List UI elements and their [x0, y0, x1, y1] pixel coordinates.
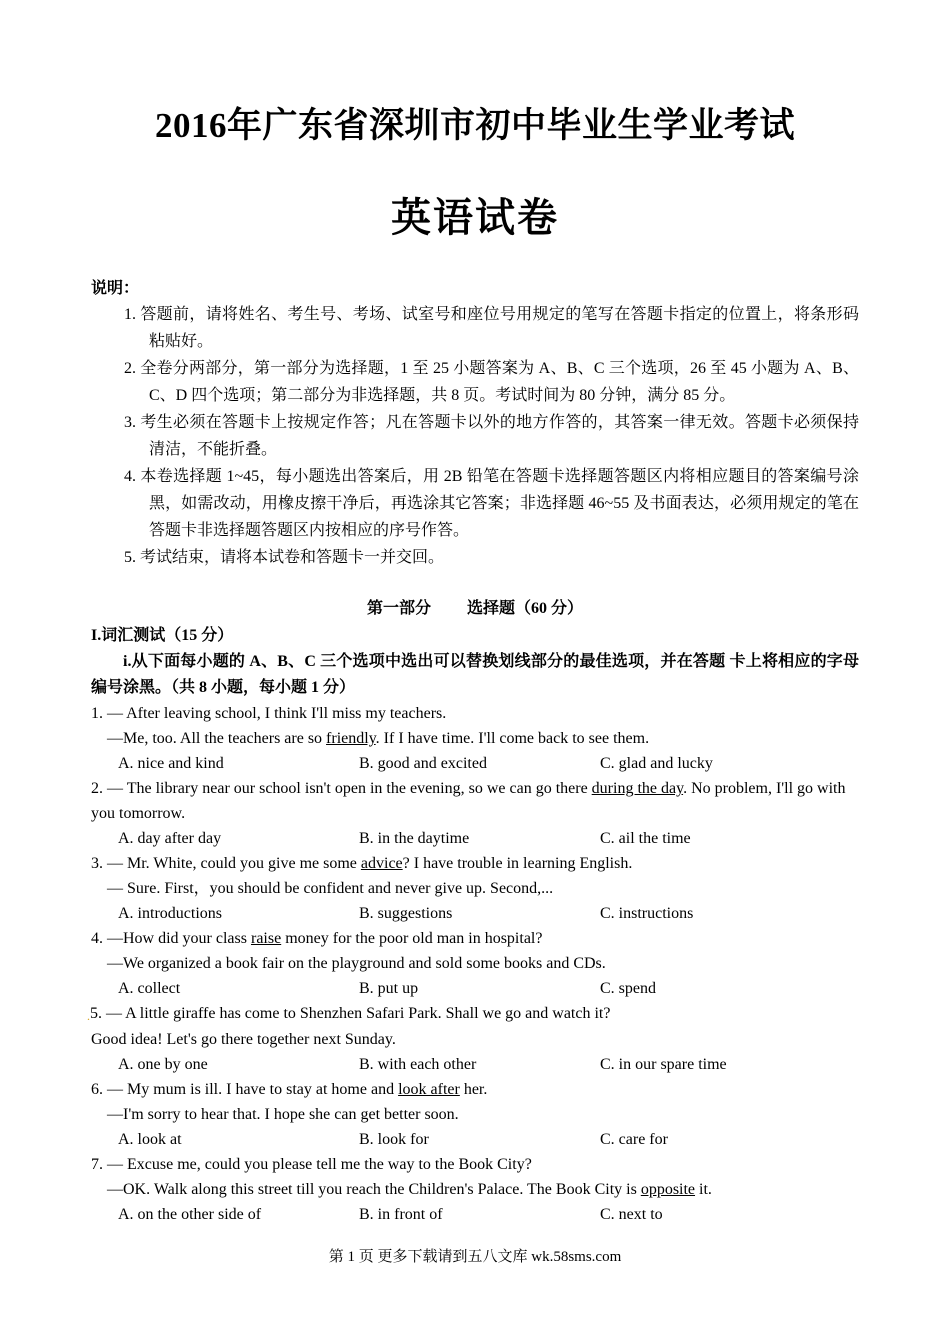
instruction-item: 1. 答题前，请将姓名、考生号、考场、试室号和座位号用规定的笔写在答题卡指定的位置上，将条形码粘贴好。 — [124, 306, 859, 350]
option-c: C. spend — [600, 980, 656, 997]
option-c: C. glad and lucky — [600, 755, 713, 772]
options-row — [91, 1052, 859, 1077]
section-directions: i.从下面每小题的 A、B、C 三个选项中选出可以替换划线部分的最佳选项，并在答题 卡上将相应的字母编号涂黑。（共 8 小题，每小题 1 分） — [91, 653, 859, 696]
question-line: 1. — After leaving school, I think I'll miss my teachers. — [91, 705, 447, 722]
instruction-item: 2. 全卷分两部分，第一部分为选择题，1 至 25 小题答案为 A、B、C 三个选项，26 至 45 小题为 A、B、C、D 四个选项；第二部分为非选择题，共 8 页。考试时间为 80 分钟，满分 85 分。 — [124, 360, 859, 404]
question-line: 6. — My mum is ill. I have to stay at home and look after her. — [91, 1081, 488, 1098]
option-a: A. day after day — [118, 830, 222, 847]
option-a: A. introductions — [118, 905, 222, 922]
part-title: 选择题（60 分） — [467, 600, 584, 617]
option-c: C. in our spare time — [600, 1056, 727, 1073]
option-b: B. good and excited — [359, 755, 487, 772]
question-line: —OK. Walk along this street till you reach the Children's Palace. The Book City is opposite it. — [107, 1181, 712, 1198]
option-a: A. nice and kind — [118, 755, 224, 772]
underlined-word: advice — [360, 855, 403, 872]
options-row — [91, 1202, 859, 1227]
option-a: A. look at — [118, 1131, 182, 1148]
option-c: C. instructions — [600, 905, 694, 922]
option-c: C. ail the time — [600, 830, 691, 847]
option-b: B. in front of — [359, 1206, 443, 1223]
underlined-word: raise — [250, 930, 282, 947]
question — [91, 701, 859, 776]
question-line: —I'm sorry to hear that. I hope she can get better soon. — [107, 1106, 459, 1123]
option-b: B. with each other — [359, 1056, 477, 1073]
part-heading — [91, 595, 859, 623]
question — [91, 1077, 859, 1152]
options-row — [91, 751, 859, 776]
question-line: —Me, too. All the teachers are so friendly. If I have time. I'll come back to see them. — [107, 730, 650, 747]
instruction-item: 4. 本卷选择题 1~45，每小题选出答案后，用 2B 铅笔在答题卡选择题答题区内将相应题目的答案编号涂黑，如需改动，用橡皮擦干净后，再选涂其它答案；非选择题 46~55 及书面表达，必须用规定的笔在答题卡非选择题答题区内按相应的序号作答。 — [124, 468, 859, 539]
option-b: B. in the daytime — [359, 830, 470, 847]
exam-body — [87, 276, 859, 1227]
underlined-word: look after — [398, 1081, 460, 1098]
option-a: A. on the other side of — [118, 1206, 262, 1223]
question-line: — Sure. First，you should be confident and never give up. Second,... — [107, 880, 554, 897]
exam-title: 2016年广东省深圳市初中毕业生学业考试 — [154, 106, 795, 145]
question-line: 3. — Mr. White, could you give me some advice? I have trouble in learning English. — [91, 855, 633, 872]
options-row — [91, 826, 859, 851]
underlined-word: friendly — [326, 730, 376, 747]
question — [91, 776, 859, 851]
option-a: A. one by one — [118, 1056, 208, 1073]
instruction-item: 3. 考生必须在答题卡上按规定作答；凡在答题卡以外的地方作答的，其答案一律无效。答题卡必须保持清洁，不能折叠。 — [124, 414, 859, 458]
option-b: B. put up — [359, 980, 419, 997]
page-footer: 第 1 页 更多下载请到五八文库 wk.58sms.com — [328, 1249, 622, 1265]
instructions-heading: 说明： — [91, 280, 140, 297]
question — [91, 1152, 859, 1227]
instruction-item: 5. 考试结束，请将本试卷和答题卡一并交回。 — [124, 549, 445, 566]
option-b: B. look for — [359, 1131, 429, 1148]
options-row — [91, 976, 859, 1001]
question-line: .5. — A little giraffe has come to Shenzhen Safari Park. Shall we go and watch it? — [87, 1005, 611, 1023]
stray-mark: . — [87, 1009, 90, 1023]
underlined-word: during the day — [591, 780, 684, 797]
exam-subtitle: 英语试卷 — [391, 195, 559, 240]
question-line: Good idea! Let's go there together next Sunday. — [91, 1031, 396, 1048]
question-line: 2. — The library near our school isn't open in the evening, so we can go there during the day. No problem, I'll go with you tomorrow. — [91, 780, 846, 822]
question — [91, 851, 859, 926]
option-a: A. collect — [118, 980, 181, 997]
option-c: C. next to — [600, 1206, 663, 1223]
part-label: 第一部分 — [366, 600, 431, 617]
options-row — [91, 901, 859, 926]
option-b: B. suggestions — [359, 905, 453, 922]
options-row — [91, 1127, 859, 1152]
underlined-word: opposite — [640, 1181, 696, 1198]
option-c: C. care for — [600, 1131, 668, 1148]
question — [91, 926, 859, 1001]
question-line: 4. —How did your class raise money for the poor old man in hospital? — [91, 930, 543, 947]
question — [87, 1001, 859, 1077]
question-line: —We organized a book fair on the playground and sold some books and CDs. — [107, 955, 606, 972]
question-line: 7. — Excuse me, could you please tell me the way to the Book City? — [91, 1156, 532, 1173]
section-title: I.词汇测试（15 分） — [91, 627, 234, 644]
